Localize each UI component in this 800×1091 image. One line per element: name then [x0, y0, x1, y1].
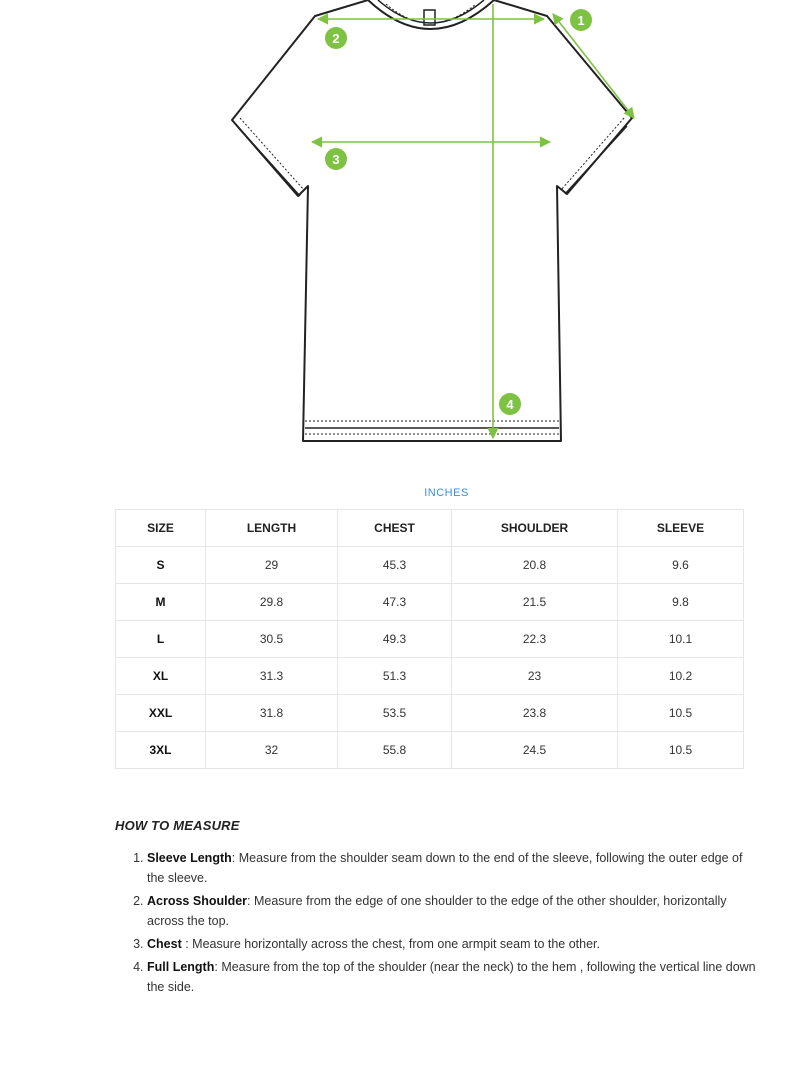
svg-text:3: 3	[332, 152, 340, 167]
length-cell: 29	[206, 547, 338, 584]
svg-text:1: 1	[577, 13, 585, 28]
sleeve-cell: 9.8	[618, 584, 744, 621]
length-cell: 31.8	[206, 695, 338, 732]
step-sep: :	[231, 851, 239, 865]
header-length: LENGTH	[206, 510, 338, 547]
chest-cell: 45.3	[338, 547, 452, 584]
sleeve-cell: 10.5	[618, 695, 744, 732]
header-chest: CHEST	[338, 510, 452, 547]
step-term: Chest	[147, 937, 182, 951]
step-term: Across Shoulder	[147, 894, 248, 908]
chest-cell: 53.5	[338, 695, 452, 732]
svg-text:4: 4	[506, 397, 514, 412]
size-cell: S	[116, 547, 206, 584]
chest-cell: 47.3	[338, 584, 452, 621]
tshirt-outline	[232, 0, 632, 441]
table-header-row	[116, 510, 744, 547]
list-item	[147, 891, 757, 931]
svg-text:2: 2	[332, 31, 340, 46]
units-label: INCHES	[424, 487, 469, 499]
length-cell: 32	[206, 732, 338, 769]
size-cell: XL	[116, 658, 206, 695]
step-sep: :	[181, 937, 193, 951]
shoulder-cell: 23	[452, 658, 618, 695]
shoulder-cell: 23.8	[452, 695, 618, 732]
step-text: Measure from the shoulder seam down to the end of the sleeve, following the outer edge of the sleeve.	[147, 851, 743, 885]
shoulder-cell: 20.8	[452, 547, 618, 584]
table-row	[116, 584, 744, 621]
size-cell: L	[116, 621, 206, 658]
table-row	[116, 547, 744, 584]
step-text: Measure horizontally across the chest, from one armpit seam to the other.	[192, 937, 600, 951]
header-size: SIZE	[116, 510, 206, 547]
list-item	[147, 934, 757, 954]
step-text: Measure from the edge of one shoulder to the edge of the other shoulder, horizontally across the top.	[147, 894, 727, 928]
header-shoulder: SHOULDER	[452, 510, 618, 547]
measure-steps-list	[115, 848, 757, 1000]
step-term: Full Length	[147, 960, 215, 974]
table-row	[116, 695, 744, 732]
size-chart-table	[115, 509, 744, 769]
marker-4	[499, 393, 521, 415]
marker-3	[325, 148, 347, 170]
chest-cell: 49.3	[338, 621, 452, 658]
size-cell: XXL	[116, 695, 206, 732]
step-sep: :	[214, 960, 222, 974]
table-row	[116, 732, 744, 769]
chest-cell: 55.8	[338, 732, 452, 769]
shoulder-cell: 21.5	[452, 584, 618, 621]
table-row	[116, 658, 744, 695]
header-sleeve: SLEEVE	[618, 510, 744, 547]
length-cell: 31.3	[206, 658, 338, 695]
size-cell: 3XL	[116, 732, 206, 769]
sleeve-cell: 10.2	[618, 658, 744, 695]
length-cell: 29.8	[206, 584, 338, 621]
step-text: Measure from the top of the shoulder (near the neck) to the hem , following the vertical line down the side.	[147, 960, 756, 994]
marker-1	[570, 9, 592, 31]
marker-2	[325, 27, 347, 49]
sleeve-cell: 9.6	[618, 547, 744, 584]
tshirt-diagram	[0, 0, 800, 460]
table-row	[116, 621, 744, 658]
list-item	[147, 848, 757, 888]
length-cell: 30.5	[206, 621, 338, 658]
shoulder-cell: 24.5	[452, 732, 618, 769]
sleeve-cell: 10.1	[618, 621, 744, 658]
how-to-measure-title: HOW TO MEASURE	[115, 818, 240, 833]
list-item	[147, 957, 757, 997]
shoulder-cell: 22.3	[452, 621, 618, 658]
step-sep: :	[247, 894, 254, 908]
size-cell: M	[116, 584, 206, 621]
chest-cell: 51.3	[338, 658, 452, 695]
sleeve-cell: 10.5	[618, 732, 744, 769]
step-term: Sleeve Length	[147, 851, 232, 865]
